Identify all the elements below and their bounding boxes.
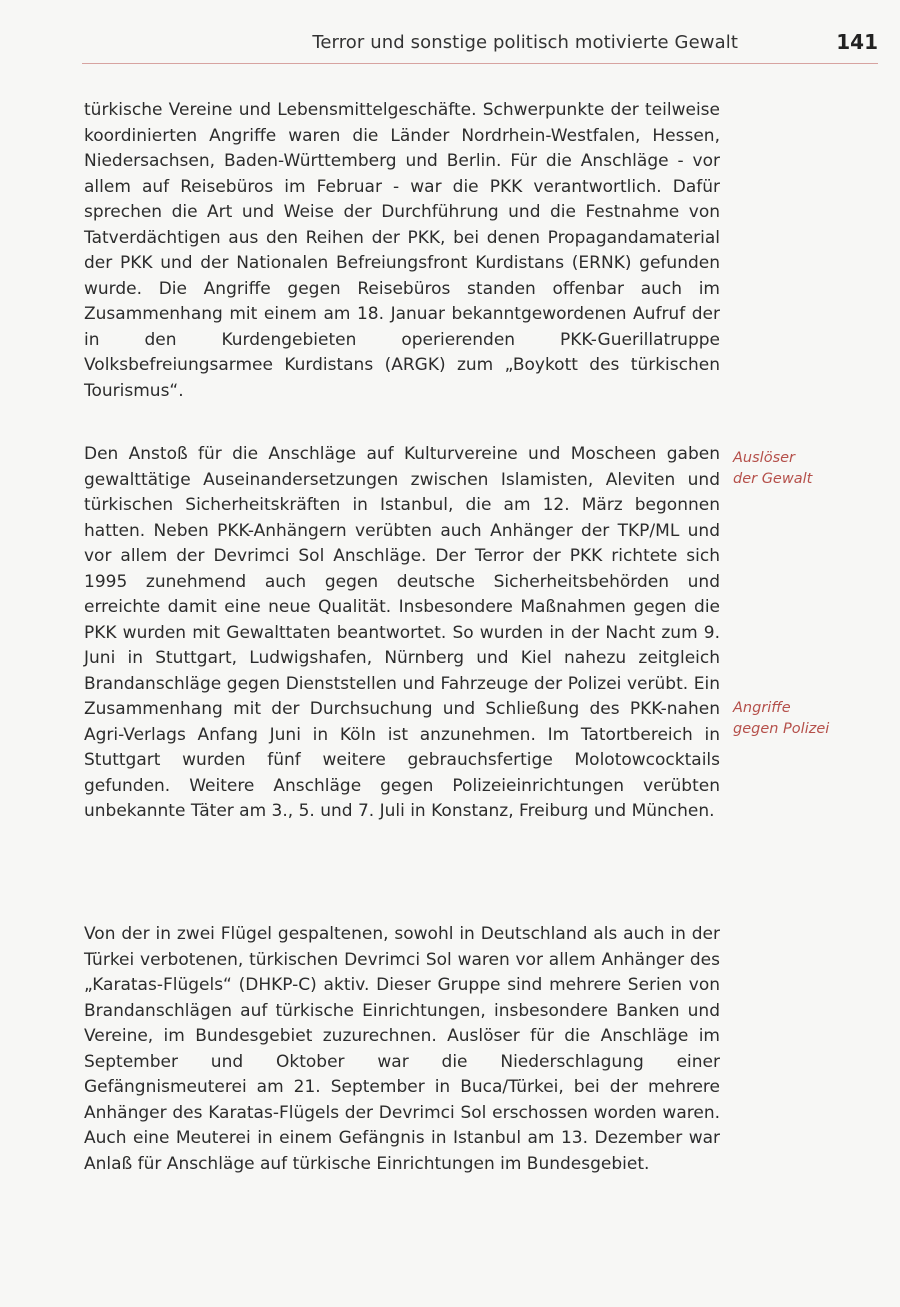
- margin-note-line: Auslöser: [733, 450, 796, 466]
- margin-note-line: Angriffe: [733, 700, 791, 716]
- body-paragraph-1: türkische Vereine und Lebensmittelgeschäfte. Schwerpunkte der teilweise koordinierten Angriffe waren die Länder Nordrhein-Westfalen, Hessen, Niedersachsen, Baden-Württemberg und Berlin. Für die Anschläge - vor allem auf Reisebüros im Februar - war die PKK verantwortlich. Dafür sprechen die Art und Weise der Durchführung und die Festnahme von Tatverdächtigen aus den Reihen der PKK, bei denen Propagandamaterial der PKK und der Nationalen Befreiungsfront Kurdistans (ERNK) gefunden wurde. Die Angriffe gegen Reisebüros standen offenbar auch im Zusammenhang mit einem am 18. Januar bekanntgewordenen Aufruf der in den Kurdengebieten operierenden PKK-Guerillatruppe Volksbefreiungsarmee Kurdistans (ARGK) zum „Boykott des türkischen Tourismus“.: [84, 100, 720, 401]
- margin-note-ausloeser: [733, 448, 873, 490]
- body-paragraph-3: Von der in zwei Flügel gespaltenen, sowohl in Deutschland als auch in der Türkei verbotenen, türkischen Devrimci Sol waren vor allem Anhänger des „Karatas-Flügels“ (DHKP-C) aktiv. Dieser Gruppe sind mehrere Serien von Brandanschlägen auf türkische Einrichtungen, insbesondere Banken und Vereine, im Bundesgebiet zuzurechnen. Auslöser für die Anschläge im September und Oktober war die Niederschlagung einer Gefängnismeuterei am 21. September in Buca/Türkei, bei der mehrere Anhänger des Karatas-Flügels der Devrimci Sol erschossen worden waren. Auch eine Meuterei in einem Gefängnis in Istanbul am 13. Dezember war Anlaß für Anschläge auf türkische Einrichtungen im Bundesgebiet.: [84, 924, 720, 1174]
- header-divider: [82, 63, 878, 64]
- running-header: [82, 28, 878, 60]
- margin-note-angriffe: [733, 698, 873, 740]
- margin-note-line: gegen Polizei: [733, 721, 830, 737]
- running-header-title: Terror und sonstige politisch motivierte Gewalt: [312, 32, 738, 53]
- page-number: 141: [836, 30, 878, 54]
- body-paragraph-2: Den Anstoß für die Anschläge auf Kulturvereine und Moscheen gaben gewalttätige Auseinandersetzungen zwischen Islamisten, Aleviten und türkischen Sicherheitskräften in Istanbul, die am 12. März begonnen hatten. Neben PKK-Anhängern verübten auch Anhänger der TKP/ML und vor allem der Devrimci Sol Anschläge. Der Terror der PKK richtete sich 1995 zunehmend auch gegen deutsche Sicherheitsbehörden und erreichte damit eine neue Qualität. Insbesondere Maßnahmen gegen die PKK wurden mit Gewalttaten beantwortet. So wurden in der Nacht zum 9. Juni in Stuttgart, Ludwigshafen, Nürnberg und Kiel nahezu zeitgleich Brandanschläge gegen Dienststellen und Fahrzeuge der Polizei verübt. Ein Zusammenhang mit der Durchsuchung und Schließung des PKK-nahen Agri-Verlags Anfang Juni in Köln ist anzunehmen. Im Tatortbereich in Stuttgart wurden fünf weitere gebrauchsfertige Molotowcocktails gefunden. Weitere Anschläge gegen Polizeieinrichtungen verübten unbekannte Täter am 3., 5. und 7. Juli in Konstanz, Freiburg und München.: [84, 444, 720, 821]
- margin-note-line: der Gewalt: [733, 471, 813, 487]
